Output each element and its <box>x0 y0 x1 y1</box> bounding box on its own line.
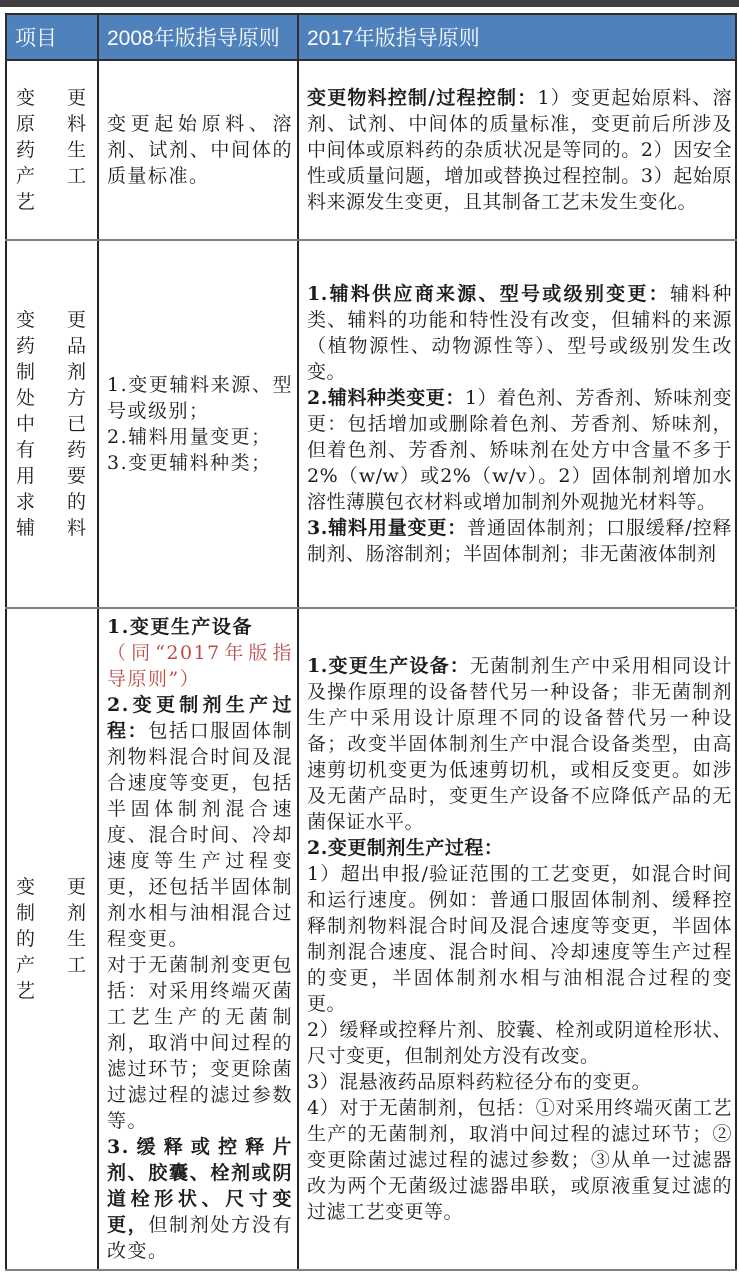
cell-2008 <box>98 240 298 608</box>
text-segment: 1）着色剂、芳香剂、矫味剂变更：包括增加或删除着色剂、芳香剂、矫味剂，但着色剂、芳香剂、矫味剂在处方中含量不多于2%（w/w）或2%（w/v）。2）固体制剂增加水溶性薄膜包衣材料或增加制剂外观抛光材料等。 <box>307 387 732 513</box>
text-segment: 对于无菌制剂变更包括：对采用终端灭菌工艺生产的无菌制剂，取消中间过程的滤过环节；变更除菌过滤过程的滤过参数等。 <box>107 954 293 1132</box>
text-segment: 1.变更生产设备 <box>107 616 253 638</box>
paragraph <box>307 1069 732 1095</box>
text-segment: 1.变更生产设备： <box>307 655 470 677</box>
paragraph <box>107 692 293 952</box>
cell-2017 <box>298 240 736 608</box>
text-segment: 2.变更制剂生产过程： <box>307 837 504 859</box>
table-row <box>6 608 736 1270</box>
text-segment: 2.变更制剂生产过程： <box>107 694 293 742</box>
paragraph <box>107 1134 293 1264</box>
text-segment: 2.辅料种类变更： <box>307 387 465 409</box>
text-segment: 2）缓释或控释片剂、胶囊、栓剂或阴道栓形状、尺寸变更，但制剂处方没有改变。 <box>307 1019 732 1067</box>
top-border-bar <box>0 0 739 7</box>
paragraph <box>107 614 293 640</box>
text-segment: 3.变更辅料种类； <box>107 452 272 474</box>
cell-2017 <box>298 60 736 240</box>
text-segment: 2.辅料用量变更； <box>107 426 272 448</box>
text-segment: 3.辅料用量变更： <box>307 517 468 539</box>
paragraph <box>307 281 732 385</box>
table-body <box>6 60 736 1270</box>
paragraph <box>307 85 732 215</box>
header-cell-2008: 2008年版指导原则 <box>98 14 298 60</box>
paragraph <box>307 515 732 567</box>
text-segment: 普通固体制剂；口服缓释/控释制剂、肠溶制剂；半固体制剂；非无菌液体制剂 <box>307 517 732 565</box>
item-cell: 变更原料药生产工艺 <box>6 60 98 240</box>
text-segment: 1.辅料供应商来源、型号或级别变更： <box>307 283 670 305</box>
paragraph <box>107 111 293 189</box>
paragraph <box>107 372 293 424</box>
comparison-table <box>5 13 737 1271</box>
paragraph <box>307 1095 732 1225</box>
cell-2008 <box>98 60 298 240</box>
paragraph <box>307 385 732 515</box>
text-segment: 变更物料控制/过程控制： <box>307 87 538 109</box>
paragraph <box>307 835 732 861</box>
text-segment: 4）对于无菌制剂，包括：①对采用终端灭菌工艺生产的无菌制剂，取消中间过程的滤过环节；②变更除菌过滤过程的滤过参数；③从单一过滤器改为两个无菌级过滤器串联，或原液重复过滤的过滤工艺变更等。 <box>307 1097 732 1223</box>
table-row <box>6 60 736 240</box>
paragraph <box>107 640 293 692</box>
paragraph <box>107 424 293 450</box>
text-segment: 变更起始原料、溶剂、试剂、中间体的质量标准。 <box>107 113 293 187</box>
text-segment: 1）变更起始原料、溶剂、试剂、中间体的质量标准，变更前后所涉及中间体或原料药的杂质状况是等同的。2）因安全性或质量问题，增加或替换过程控制。3）起始原料来源发生变更，且其制备工艺未发生变化。 <box>307 87 732 213</box>
item-cell: 变更制剂的生产工艺 <box>6 608 98 1270</box>
text-segment: 3.缓释或控释片剂、胶囊、栓剂或阴道栓形状、尺寸变更， <box>107 1136 293 1236</box>
header-cell-2017: 2017年版指导原则 <box>298 14 736 60</box>
header-cell-item: 项目 <box>6 14 98 60</box>
cell-2008 <box>98 608 298 1270</box>
paragraph <box>307 1017 732 1069</box>
paragraph <box>107 952 293 1134</box>
item-cell: 变更药品制剂处方中已有药用要求的辅料 <box>6 240 98 608</box>
text-segment: 3）混悬液药品原料药粒径分布的变更。 <box>307 1071 652 1093</box>
text-segment: 但制剂处方没有改变。 <box>107 1214 293 1262</box>
text-segment: 无菌制剂生产中采用相同设计及操作原理的设备替代另一种设备；非无菌制剂生产中采用设计原理不同的设备替代另一种设备；改变半固体制剂生产中混合设备类型，由高速剪切机变更为低速剪切机，或相反变更。如涉及无菌产品时，变更生产设备不应降低产品的无菌保证水平。 <box>307 655 732 833</box>
paragraph <box>307 653 732 835</box>
text-segment: 辅料种类、辅料的功能和特性没有改变，但辅料的来源（植物源性、动物源性等）、型号或级别发生改变。 <box>307 283 732 383</box>
red-note-text: （同“2017年版指导原则”） <box>107 642 293 690</box>
text-segment: 1）超出申报/验证范围的工艺变更，如混合时间和运行速度。例如：普通口服固体制剂、缓释控释制剂物料混合时间及混合速度等变更，半固体制剂混合速度、混合时间、冷却速度等生产过程的变更，半固体制剂水相与油相混合过程的变更。 <box>307 863 732 1015</box>
paragraph <box>307 861 732 1017</box>
text-segment: 包括口服固体制剂物料混合时间及混合速度等变更，包括半固体制剂混合速度、混合时间、冷却速度等生产过程变更，还包括半固体制剂水相与油相混合过程变更。 <box>107 720 293 950</box>
table-wrapper <box>0 7 739 1271</box>
table-header-row <box>6 14 736 60</box>
text-segment: 1.变更辅料来源、型号或级别； <box>107 374 293 422</box>
cell-2017 <box>298 608 736 1270</box>
paragraph <box>107 450 293 476</box>
table-row <box>6 240 736 608</box>
